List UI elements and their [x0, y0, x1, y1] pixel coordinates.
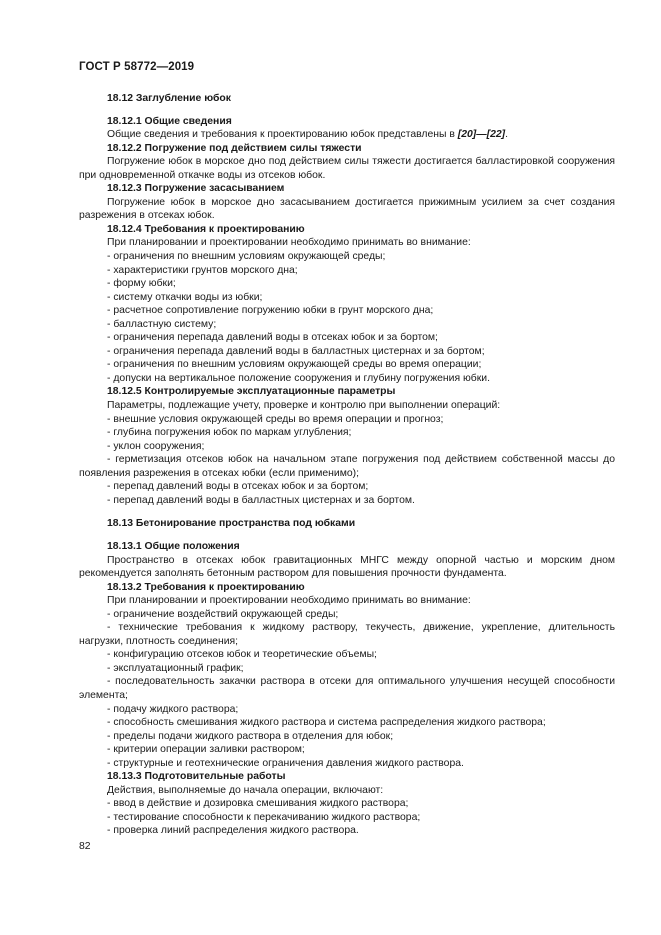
document-body: [79, 92, 615, 838]
paragraph: Погружение юбок в морское дно засасыванием достигается прижимным усилием за счет создания разрежения в отсеках юбок.: [79, 196, 615, 222]
list-item: - критерии операции заливки раствором;: [107, 744, 305, 756]
subsection-heading-18-13-3: 18.13.3 Подготовительные работы: [107, 771, 286, 783]
paragraph: При планировании и проектировании необходимо принимать во внимание:: [107, 237, 471, 249]
list-item: - форму юбки;: [107, 278, 176, 290]
list-item: - глубина погружения юбок по маркам углубления;: [107, 427, 352, 439]
subsection-heading-18-12-3: 18.12.3 Погружение засасыванием: [107, 183, 285, 195]
section-heading-18-12: 18.12 Заглубление юбок: [107, 93, 231, 104]
section-heading-18-13: 18.13 Бетонирование пространства под юбками: [107, 518, 356, 530]
list-item: - герметизация отсеков юбок на начальном этапе погружения под действием собственной массы до появления разрежения в отсеках юбки (если применимо);: [79, 454, 615, 479]
list-item: - конфигурацию отсеков юбок и теоретические объемы;: [107, 649, 377, 661]
paragraph: [79, 128, 615, 142]
subsection-heading-18-13-1: 18.13.1 Общие положения: [107, 540, 240, 552]
list-item: - внешние условия окружающей среды во время операции и прогноз;: [107, 413, 444, 425]
list-item: - ограничения по внешним условиям окружающей среды во время операции;: [107, 359, 482, 371]
list-item: - тестирование способности к перекачиванию жидкого раствора;: [107, 811, 421, 823]
subsection-heading-18-12-1: 18.12.1 Общие сведения: [107, 115, 232, 127]
list-item: - систему откачки воды из юбки;: [107, 291, 263, 303]
paragraph: Действия, выполняемые до начала операции, включают:: [107, 784, 384, 796]
list-item: - уклон сооружения;: [107, 440, 205, 452]
paragraph-end: .: [505, 129, 509, 141]
bibliography-reference: [20]—[22]: [457, 129, 506, 141]
subsection-heading-18-12-2: 18.12.2 Погружение под действием силы тяжести: [107, 142, 362, 154]
list-item: - допуски на вертикальное положение сооружения и глубину погружения юбки.: [107, 372, 490, 384]
list-item: - ограничения по внешним условиям окружающей среды;: [107, 251, 386, 263]
list-item: - эксплуатационный график;: [107, 662, 244, 674]
list-item: - ограничения перепада давлений воды в балластных цистернах и за бортом;: [107, 345, 485, 357]
list-item: - ввод в действие и дозировка смешивания жидкого раствора;: [107, 798, 409, 810]
list-item: - структурные и геотехнические ограничения давления жидкого раствора.: [107, 757, 464, 769]
list-item: - последовательность закачки раствора в отсеки для оптимального улучшения несущей способности элемента;: [79, 676, 615, 701]
list-item: - перепад давлений воды в отсеках юбок и за бортом;: [107, 481, 369, 493]
paragraph: Погружение юбок в морское дно под действием силы тяжести достигается балластировкой сооружения при одновременной откачке воды из отсеков юбок.: [79, 156, 615, 181]
list-item: - проверка линий распределения жидкого раствора.: [107, 825, 359, 837]
list-item: - технические требования к жидкому раствору, текучесть, движение, укрепление, длительность нагрузки, плотность соединения;: [79, 622, 615, 647]
subsection-heading-18-12-4: 18.12.4 Требования к проектированию: [107, 223, 305, 235]
paragraph-text: Общие сведения и требования к проектированию юбок представлены в: [107, 129, 458, 141]
list-item: - балластную систему;: [107, 318, 217, 330]
list-item: - способность смешивания жидкого раствора и система распределения жидкого раствора;: [107, 717, 546, 729]
page-number: 82: [79, 841, 91, 852]
subsection-heading-18-12-5: 18.12.5 Контролируемые эксплуатационные параметры: [107, 386, 396, 398]
list-item: - перепад давлений воды в балластных цистернах и за бортом.: [107, 494, 415, 506]
list-item: - подачу жидкого раствора;: [107, 703, 239, 715]
paragraph: При планировании и проектировании необходимо принимать во внимание:: [107, 595, 471, 607]
paragraph: Параметры, подлежащие учету, проверке и контролю при выполнении операций:: [107, 400, 501, 412]
document-standard-id: ГОСТ Р 58772—2019: [79, 61, 195, 73]
subsection-heading-18-13-2: 18.13.2 Требования к проектированию: [107, 581, 305, 593]
list-item: - пределы подачи жидкого раствора в отделения для юбок;: [107, 730, 394, 742]
paragraph: Пространство в отсеках юбок гравитационных МНГС между опорной частью и морским дном рекомендуется заполнять бетонным раствором для повышения прочности фундамента.: [79, 554, 615, 580]
list-item: - ограничение воздействий окружающей среды;: [107, 608, 339, 620]
list-item: - ограничения перепада давлений воды в отсеках юбок и за бортом;: [107, 332, 438, 344]
list-item: - характеристики грунтов морского дна;: [107, 264, 298, 276]
list-item: - расчетное сопротивление погружению юбки в грунт морского дна;: [107, 305, 434, 317]
